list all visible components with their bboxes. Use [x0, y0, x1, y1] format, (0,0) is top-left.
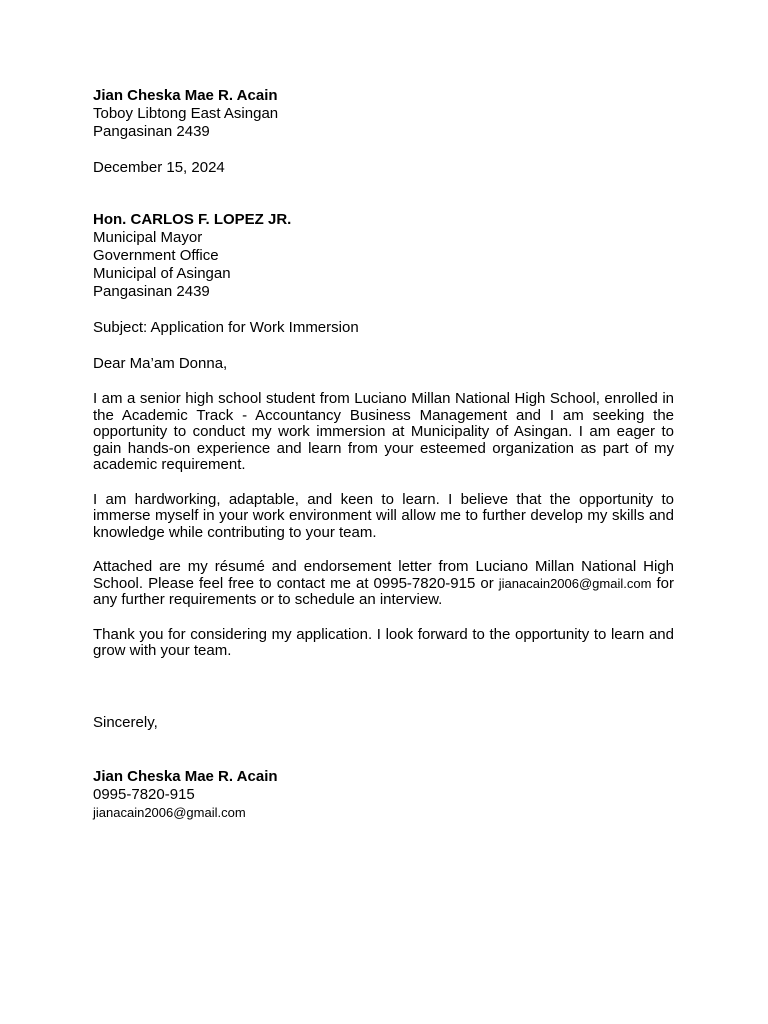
closing: Sincerely, — [93, 713, 158, 731]
body-paragraph-3 — [93, 559, 674, 609]
paragraph-3-email: jianacain2006@gmail.com — [498, 575, 652, 591]
sender-block — [93, 87, 674, 141]
recipient-block — [93, 211, 674, 301]
recipient-municipality: Municipal of Asingan — [93, 265, 231, 282]
recipient-province: Pangasinan 2439 — [93, 283, 210, 300]
recipient-title: Municipal Mayor — [93, 229, 203, 246]
body-paragraph-1: I am a senior high school student from Luciano Millan National High School, enrolled in the Academic Track - Accountancy Business Management and I am seeking the opportunity to conduct my work immersion at Municipality of Asingan. I am eager to gain hands-on experience and learn from your esteemed organization as part of my academic requirement. — [93, 390, 674, 473]
subject-line: Subject: Application for Work Immersion — [93, 319, 359, 336]
recipient-office: Government Office — [93, 247, 219, 264]
paragraph-3-text-end: for any further requirements or to schedule an interview. — [93, 574, 674, 608]
body-paragraph-4: Thank you for considering my application. I look forward to the opportunity to learn and grow with your team. — [93, 625, 674, 659]
recipient-name: Hon. CARLOS F. LOPEZ JR. — [93, 211, 292, 228]
salutation: Dear Ma’am Donna, — [93, 355, 228, 372]
signature-phone: 0995-7820-915 — [93, 785, 195, 803]
paragraph-3-text-start: Attached are my résumé and endorsement letter from Luciano Millan National High School. Please feel free to contact me at 0995-7820-915 or — [93, 558, 674, 592]
signature-email: jianacain2006@gmail.com — [93, 804, 246, 820]
sender-address-line1: Toboy Libtong East Asingan — [93, 105, 279, 122]
sender-name: Jian Cheska Mae R. Acain — [93, 87, 278, 104]
signature-name: Jian Cheska Mae R. Acain — [93, 767, 278, 785]
signature-block — [93, 768, 674, 822]
sender-address-line2: Pangasinan 2439 — [93, 123, 210, 140]
cover-letter — [93, 87, 674, 822]
body-paragraph-2: I am hardworking, adaptable, and keen to learn. I believe that the opportunity to immerse myself in your work environment will allow me to further develop my skills and knowledge while contributing to your team. — [93, 490, 674, 541]
letter-date: December 15, 2024 — [93, 159, 225, 176]
